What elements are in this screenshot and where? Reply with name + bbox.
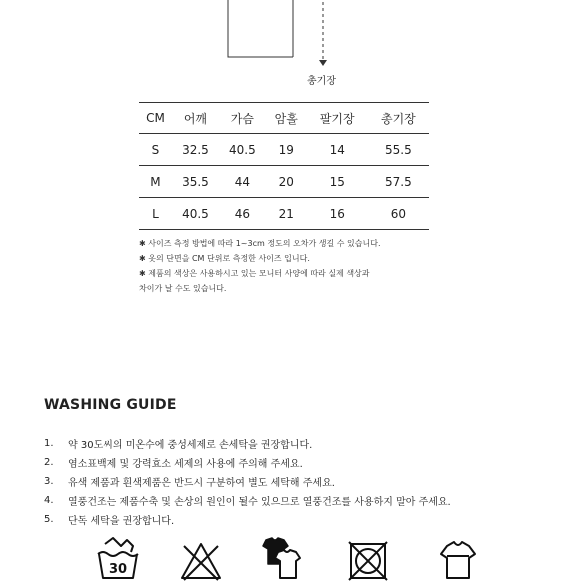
table-cell: 15: [329, 174, 345, 189]
size-table-header-row: [139, 103, 429, 134]
table-cell: S: [151, 142, 160, 157]
table-cell: 60: [390, 206, 407, 221]
table-cell: 46: [234, 206, 251, 221]
separate-colors-icon: [258, 536, 304, 586]
list-item: [44, 491, 451, 510]
list-text: 염소표백제 및 강력효소 세제의 사용에 주의해 주세요.: [68, 459, 303, 470]
note-line: ✱ 사이즈 측정 방법에 따라 1~3cm 정도의 오차가 생길 수 있습니다.: [139, 239, 381, 248]
washing-guide-list: [44, 434, 451, 529]
table-cell: 40.5: [229, 142, 256, 157]
list-item: [44, 510, 451, 529]
list-item: [44, 472, 451, 491]
header-chest: 가슴: [230, 111, 254, 126]
total-length-arrow-icon: [319, 60, 327, 66]
table-cell: 32.5: [182, 142, 209, 157]
list-number: 3.: [44, 476, 54, 487]
size-table: [139, 102, 429, 230]
washing-guide-title: WASHING GUIDE: [44, 397, 177, 413]
garment-hem-line: [228, 0, 293, 57]
care-icons-row: [0, 536, 586, 586]
table-cell: 57.5: [385, 174, 412, 189]
list-item: [44, 434, 451, 453]
header-total-length: 총기장: [381, 111, 416, 126]
list-text: 열풍건조는 제품수축 및 손상의 원인이 될수 있으므로 열풍건조를 사용하지 말아 주세요.: [68, 497, 451, 508]
note-line: ✱ 옷의 단면을 CM 단위로 측정한 사이즈 입니다.: [139, 254, 310, 263]
list-text: 유색 제품과 흰색제품은 반드시 구분하여 별도 세탁해 주세요.: [68, 478, 335, 489]
list-number: 1.: [44, 438, 54, 449]
header-shoulder: 어깨: [183, 111, 208, 126]
table-cell: 55.5: [385, 142, 412, 157]
table-row: [139, 198, 429, 230]
table-row: [139, 134, 429, 166]
table-cell: 16: [329, 206, 345, 221]
list-item: [44, 453, 451, 472]
garment-outline-illustration: [0, 0, 586, 95]
no-bleach-icon: [178, 536, 224, 586]
table-cell: M: [150, 174, 161, 189]
header-armhole: 암홀: [274, 111, 298, 126]
header-sleeve: 팔기장: [319, 111, 355, 126]
table-cell: 14: [329, 142, 345, 157]
hand-wash-30-icon: [95, 536, 141, 586]
table-cell: 44: [234, 174, 251, 189]
list-number: 2.: [44, 457, 54, 468]
no-tumble-dry-icon: [346, 536, 392, 586]
note-line: ✱ 제품의 색상은 사용하시고 있는 모니터 사양에 따라 실제 색상과: [139, 269, 370, 278]
list-text: 단독 세탁을 권장합니다.: [68, 516, 175, 527]
table-cell: 35.5: [182, 174, 209, 189]
table-cell: 19: [278, 142, 294, 157]
note-line: 차이가 날 수도 있습니다.: [139, 284, 227, 293]
total-length-label: 총기장: [307, 76, 336, 87]
size-notes: [139, 236, 381, 296]
list-number: 4.: [44, 495, 54, 506]
table-cell: 20: [278, 174, 294, 189]
wash-separately-icon: [435, 536, 481, 586]
table-cell: 21: [278, 206, 294, 221]
table-cell: L: [152, 206, 159, 221]
wash-temperature-text: 30: [108, 562, 128, 577]
list-text: 약 30도씨의 미온수에 중성세제로 손세탁을 권장합니다.: [68, 440, 313, 451]
table-row: [139, 166, 429, 198]
header-unit: CM: [146, 111, 165, 125]
table-cell: 40.5: [182, 206, 209, 221]
list-number: 5.: [44, 514, 54, 525]
